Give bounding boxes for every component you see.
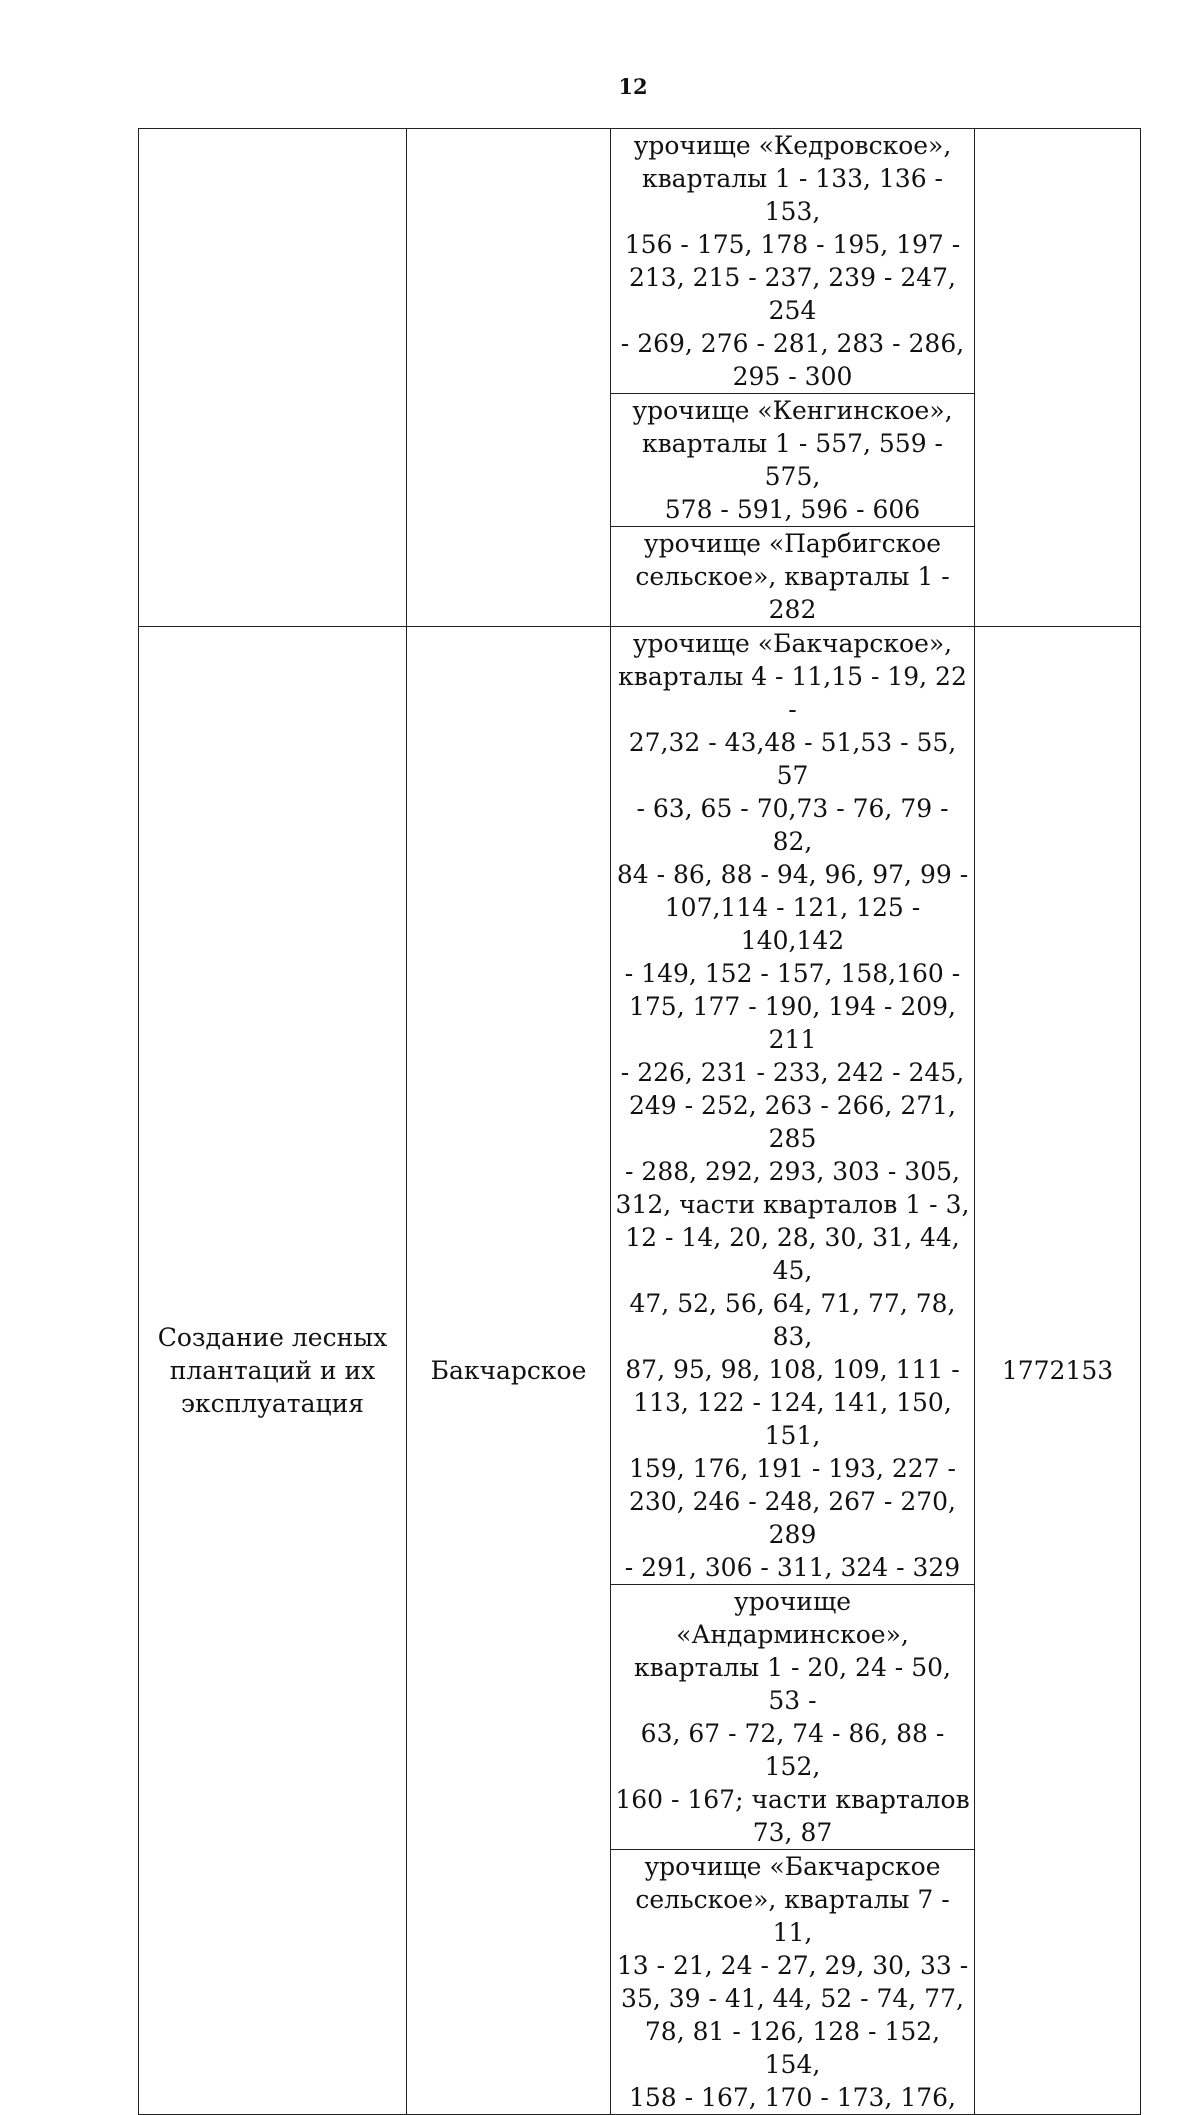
tract-cell-kedrovskoe: урочище «Кедровское», кварталы 1 - 133, 136 - 153, 156 - 175, 178 - 195, 197 - 213, 215 - 237, 239 - 247, 254 - 269, 276 - 281, 283 - 286, 295 - 300 <box>611 129 975 394</box>
table-row <box>139 627 1141 1585</box>
tract-cell-bakcharskoe: урочище «Бакчарское», кварталы 4 - 11,15 - 19, 22 - 27,32 - 43,48 - 51,53 - 55, 57 - 63, 65 - 70,73 - 76, 79 - 82, 84 - 86, 88 - 94, 96, 97, 99 - 107,114 - 121, 125 - 140,142 - 149, 152 - 157, 158,160 - 175, 177 - 190, 194 - 209, 211 - 226, 231 - 233, 242 - 245, 249 - 252, 263 - 266, 271, 285 - 288, 292, 293, 303 - 305, 312, части кварталов 1 - 3, 12 - 14, 20, 28, 30, 31, 44, 45, 47, 52, 56, 64, 71, 77, 78, 83, 87, 95, 98, 108, 109, 111 - 113, 122 - 124, 141, 150, 151, 159, 176, 191 - 193, 227 - 230, 246 - 248, 267 - 270, 289 - 291, 306 - 311, 324 - 329 <box>611 627 975 1585</box>
activity-cell: Создание лесных плантаций и их эксплуатация <box>139 627 407 2115</box>
area-cell: 1772153 <box>975 627 1141 2115</box>
forestry-cell <box>407 129 611 627</box>
tract-cell-bakcharskoe-selskoe: урочище «Бакчарское сельское», кварталы 7 - 11, 13 - 21, 24 - 27, 29, 30, 33 - 35, 39 - 41, 44, 52 - 74, 77, 78, 81 - 126, 128 - 152, 154, 158 - 167, 170 - 173, 176, <box>611 1850 975 2115</box>
activity-cell <box>139 129 407 627</box>
table-row <box>139 129 1141 394</box>
page-number: 12 <box>618 74 648 99</box>
tract-cell-andarminskoe: урочище «Андарминское», кварталы 1 - 20, 24 - 50, 53 - 63, 67 - 72, 74 - 86, 88 - 152, 160 - 167; части кварталов 73, 87 <box>611 1585 975 1850</box>
forestry-cell: Бакчарское <box>407 627 611 2115</box>
tract-cell-parbigskoe-selskoe: урочище «Парбигское сельское», кварталы 1 - 282 <box>611 527 975 627</box>
forest-areas-table <box>138 128 1141 2115</box>
area-cell <box>975 129 1141 627</box>
tract-cell-kenginskoe: урочище «Кенгинское», кварталы 1 - 557, 559 - 575, 578 - 591, 596 - 606 <box>611 394 975 527</box>
